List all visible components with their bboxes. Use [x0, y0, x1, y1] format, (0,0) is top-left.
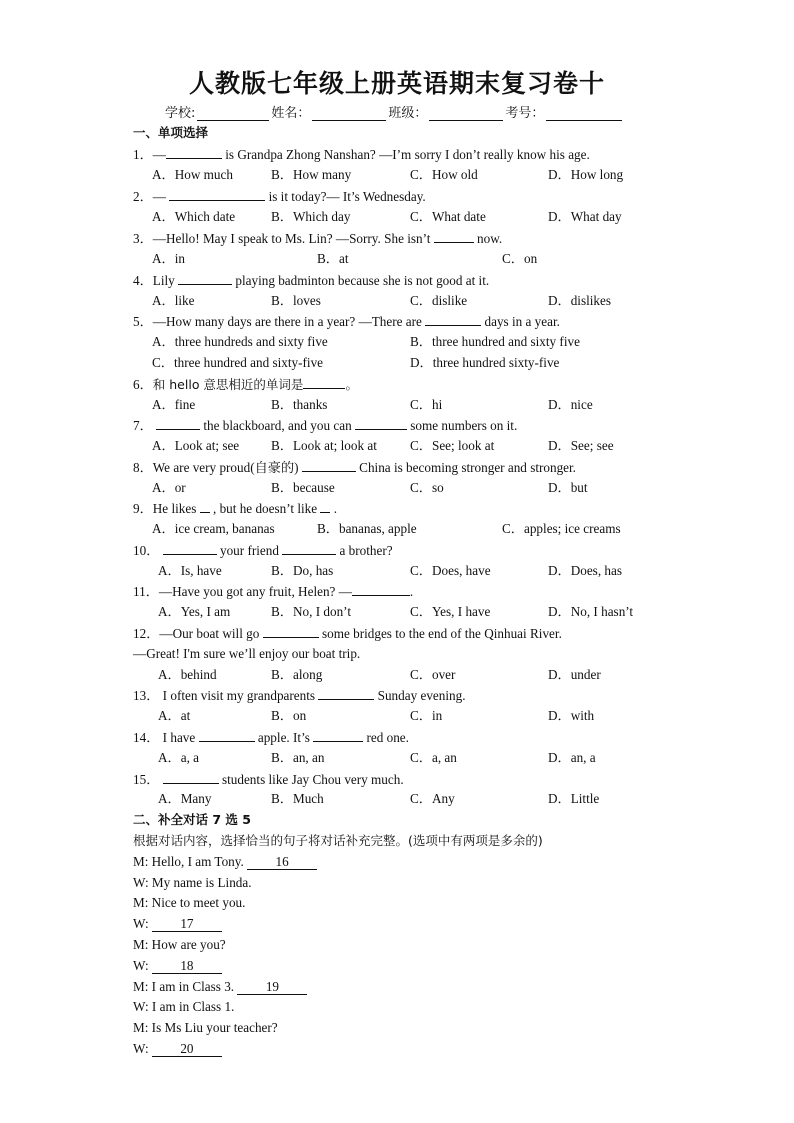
question-number: 5． [133, 314, 153, 329]
question-number: 3． [133, 231, 153, 246]
question-text: your friend [216, 543, 283, 558]
answer-blank[interactable] [434, 230, 474, 243]
answer-blank[interactable] [313, 729, 363, 742]
question-number: 15． [133, 772, 160, 787]
answer-blank[interactable] [355, 417, 407, 430]
question-text: days in a year. [481, 314, 560, 329]
dialogue-line: M: Nice to meet you. [133, 895, 246, 910]
option-d[interactable]: D．dislikes [548, 293, 612, 308]
question-number: 10． [133, 543, 160, 558]
answer-blank[interactable] [303, 376, 345, 389]
option-c[interactable]: C．apples; ice creams [502, 521, 621, 536]
option-a[interactable]: A．like [152, 293, 195, 308]
question-text: 。 [345, 377, 358, 392]
question-number: 1． [133, 147, 153, 162]
option-d[interactable]: D．but [548, 480, 588, 495]
option-d[interactable]: D．No, I hasn’t [548, 604, 634, 619]
option-d[interactable]: D．What day [548, 209, 622, 224]
question-number: 8． [133, 460, 153, 475]
option-b[interactable]: B．thanks [271, 397, 328, 412]
name-label: 姓名： [271, 106, 311, 121]
option-a[interactable]: A．Which date [152, 209, 236, 224]
question-text: We are very proud(自豪的) [152, 460, 302, 475]
question-11 [133, 583, 413, 600]
answer-blank[interactable] [163, 771, 219, 784]
question-12 [133, 625, 562, 642]
option-d[interactable]: D．Does, has [548, 563, 622, 578]
question-text: I have [159, 730, 199, 745]
option-b[interactable]: B．Much [271, 791, 324, 806]
question-text: Sunday evening. [374, 688, 466, 703]
question-number: 11． [133, 584, 159, 599]
question-text: is it today?— It’s Wednesday. [265, 189, 426, 204]
question-9 [133, 500, 337, 517]
question-4 [133, 272, 489, 289]
question-text: a brother? [336, 543, 393, 558]
dialogue-text: M: I am in Class 3. [133, 979, 238, 994]
answer-blank[interactable] [169, 188, 265, 201]
question-number: 14． [133, 730, 160, 745]
option-a[interactable]: A．fine [152, 397, 196, 412]
option-c[interactable]: C．Does, have [410, 563, 491, 578]
question-text: the blackboard, and you can [200, 418, 355, 433]
question-5 [133, 313, 560, 330]
option-b[interactable]: B．No, I don’t [271, 604, 351, 619]
dialogue-text: W: [133, 958, 152, 973]
dialogue-text: M: Hello, I am Tony. [133, 854, 248, 869]
option-b[interactable]: B．Look at; look at [271, 438, 377, 453]
option-c[interactable]: C．hi [410, 397, 443, 412]
dialogue-text: W: [133, 916, 152, 931]
option-c[interactable]: C．See; look at [410, 438, 495, 453]
option-a[interactable]: A．How much [152, 167, 233, 182]
option-b[interactable]: B．because [271, 480, 335, 495]
section-1-title: 一、单项选择 [133, 125, 209, 140]
question-text: . [330, 501, 338, 516]
question-text: Lily [152, 273, 179, 288]
question-10 [133, 542, 393, 559]
name-blank[interactable] [312, 107, 386, 121]
question-text: — [152, 147, 166, 162]
dialogue-line [133, 958, 222, 974]
answer-blank[interactable] [163, 542, 217, 555]
option-b[interactable]: B．at [317, 251, 349, 266]
option-b[interactable]: B．How many [271, 167, 352, 182]
question-8 [133, 459, 576, 476]
question-number: 13． [133, 688, 160, 703]
option-b[interactable]: B．on [271, 708, 307, 723]
answer-blank[interactable] [156, 417, 200, 430]
option-b[interactable]: B．three hundred and sixty five [410, 334, 580, 349]
question-number: 12． [133, 626, 160, 641]
dialogue-blank[interactable]: 19 [237, 980, 307, 995]
class-label: 班级： [388, 106, 428, 121]
dialogue-line: W: I am in Class 1. [133, 999, 235, 1014]
question-text: 和 hello 意思相近的单词是 [152, 377, 304, 392]
dialogue-line [133, 916, 222, 932]
option-d[interactable]: D．See; see [548, 438, 614, 453]
page-title: 人教版七年级上册英语期末复习卷十 [188, 69, 605, 98]
dialogue-blank[interactable]: 18 [152, 959, 222, 974]
section-2-instruction: 根据对话内容，选择恰当的句子将对话补充完整。(选项中有两项是多余的) [133, 833, 543, 848]
dialogue-line: M: How are you? [133, 937, 226, 952]
question-text: , but he doesn’t like [209, 501, 321, 516]
question-text: apple. It’s [254, 730, 314, 745]
question-number: 7． [133, 418, 153, 433]
option-a[interactable]: A．Many [158, 791, 212, 806]
option-a[interactable]: A．at [158, 708, 191, 723]
dialogue-blank[interactable]: 16 [247, 855, 317, 870]
section-2-title: 二、补全对话 7 选 5 [133, 812, 251, 827]
option-a[interactable]: A．three hundreds and sixty five [152, 334, 328, 349]
school-blank[interactable] [197, 107, 269, 121]
answer-blank[interactable] [320, 500, 330, 513]
option-a[interactable]: A．behind [158, 667, 217, 682]
dialogue-text: W: [133, 1041, 152, 1056]
question-number: 6． [133, 377, 153, 392]
question-7 [133, 417, 517, 434]
student-info-line [165, 102, 624, 121]
option-c[interactable]: C．Any [410, 791, 455, 806]
question-12-line-2: —Great! I'm sure we’ll enjoy our boat trip. [133, 646, 361, 661]
dialogue-blank[interactable]: 17 [152, 917, 222, 932]
class-blank[interactable] [429, 107, 503, 121]
answer-blank[interactable] [200, 500, 210, 513]
option-a[interactable]: A．Yes, I am [158, 604, 231, 619]
option-a[interactable]: A．in [152, 251, 185, 266]
dialogue-line: W: My name is Linda. [133, 875, 252, 890]
question-text: —How many days are there in a year? —There are [152, 314, 426, 329]
option-c[interactable]: C．dislike [410, 293, 468, 308]
option-b[interactable]: B．along [271, 667, 323, 682]
question-text: students like Jay Chou very much. [218, 772, 404, 787]
question-text: I often visit my grandparents [159, 688, 319, 703]
option-d[interactable]: D．under [548, 667, 601, 682]
option-d[interactable]: D．an, a [548, 750, 596, 765]
option-c[interactable]: C．in [410, 708, 443, 723]
dialogue-line: M: Is Ms Liu your teacher? [133, 1020, 278, 1035]
option-d[interactable]: D．with [548, 708, 595, 723]
option-c[interactable]: C．so [410, 480, 444, 495]
option-b[interactable]: B．loves [271, 293, 321, 308]
answer-blank[interactable] [352, 583, 410, 596]
answer-blank[interactable] [166, 146, 222, 159]
question-text: now. [473, 231, 503, 246]
question-text: He likes [152, 501, 200, 516]
question-1 [133, 146, 590, 163]
option-b[interactable]: B．Do, has [271, 563, 334, 578]
option-a[interactable]: A．Look at; see [152, 438, 240, 453]
question-text: — [152, 189, 170, 204]
question-number: 9． [133, 501, 153, 516]
option-a[interactable]: A．a, a [158, 750, 200, 765]
option-c[interactable]: C．What date [410, 209, 486, 224]
option-d[interactable]: D．nice [548, 397, 593, 412]
dialogue-line [133, 979, 307, 995]
question-number: 2． [133, 189, 153, 204]
question-3 [133, 230, 502, 247]
question-6 [133, 376, 358, 393]
option-d[interactable]: D．Little [548, 791, 600, 806]
option-d[interactable]: D．three hundred sixty-five [410, 355, 560, 370]
option-b[interactable]: B．an, an [271, 750, 325, 765]
answer-blank[interactable] [318, 687, 374, 700]
option-c[interactable]: C．over [410, 667, 456, 682]
question-2 [133, 188, 426, 205]
question-number: 4． [133, 273, 153, 288]
question-15 [133, 771, 404, 788]
school-label: 学校: [165, 106, 196, 121]
answer-blank[interactable] [282, 542, 336, 555]
dialogue-line [133, 854, 317, 870]
option-c[interactable]: C．Yes, I have [410, 604, 491, 619]
question-text: is Grandpa Zhong Nanshan? —I’m sorry I don’t really know his age. [221, 147, 590, 162]
question-text: playing badminton because she is not good at it. [232, 273, 490, 288]
option-a[interactable]: A．ice cream, bananas [152, 521, 275, 536]
option-a[interactable]: A．or [152, 480, 186, 495]
option-b[interactable]: B．Which day [271, 209, 351, 224]
question-text: China is becoming stronger and stronger. [355, 460, 576, 475]
answer-blank[interactable] [178, 272, 232, 285]
question-text: . [409, 584, 414, 599]
answer-blank[interactable] [425, 313, 481, 326]
option-c[interactable]: C．on [502, 251, 538, 266]
option-c[interactable]: C．a, an [410, 750, 457, 765]
question-13 [133, 687, 466, 704]
answer-blank[interactable] [263, 625, 319, 638]
question-text: some numbers on it. [406, 418, 518, 433]
answer-blank[interactable] [199, 729, 255, 742]
question-14 [133, 729, 409, 746]
option-a[interactable]: A．Is, have [158, 563, 222, 578]
answer-blank[interactable] [302, 459, 356, 472]
exam-no-label: 考号： [505, 106, 545, 121]
dialogue-blank[interactable]: 20 [152, 1042, 222, 1057]
option-d[interactable]: D．How long [548, 167, 624, 182]
exam-no-blank[interactable] [546, 107, 622, 121]
question-text: some bridges to the end of the Qinhuai River. [318, 626, 562, 641]
dialogue-line [133, 1041, 222, 1057]
question-text: —Hello! May I speak to Ms. Lin? —Sorry. She isn’t [152, 231, 434, 246]
option-c[interactable]: C．How old [410, 167, 478, 182]
question-text: red one. [363, 730, 409, 745]
option-b[interactable]: B．bananas, apple [317, 521, 417, 536]
option-c[interactable]: C．three hundred and sixty-five [152, 355, 324, 370]
question-text: —Our boat will go [159, 626, 263, 641]
question-text: —Have you got any fruit, Helen? — [158, 584, 352, 599]
